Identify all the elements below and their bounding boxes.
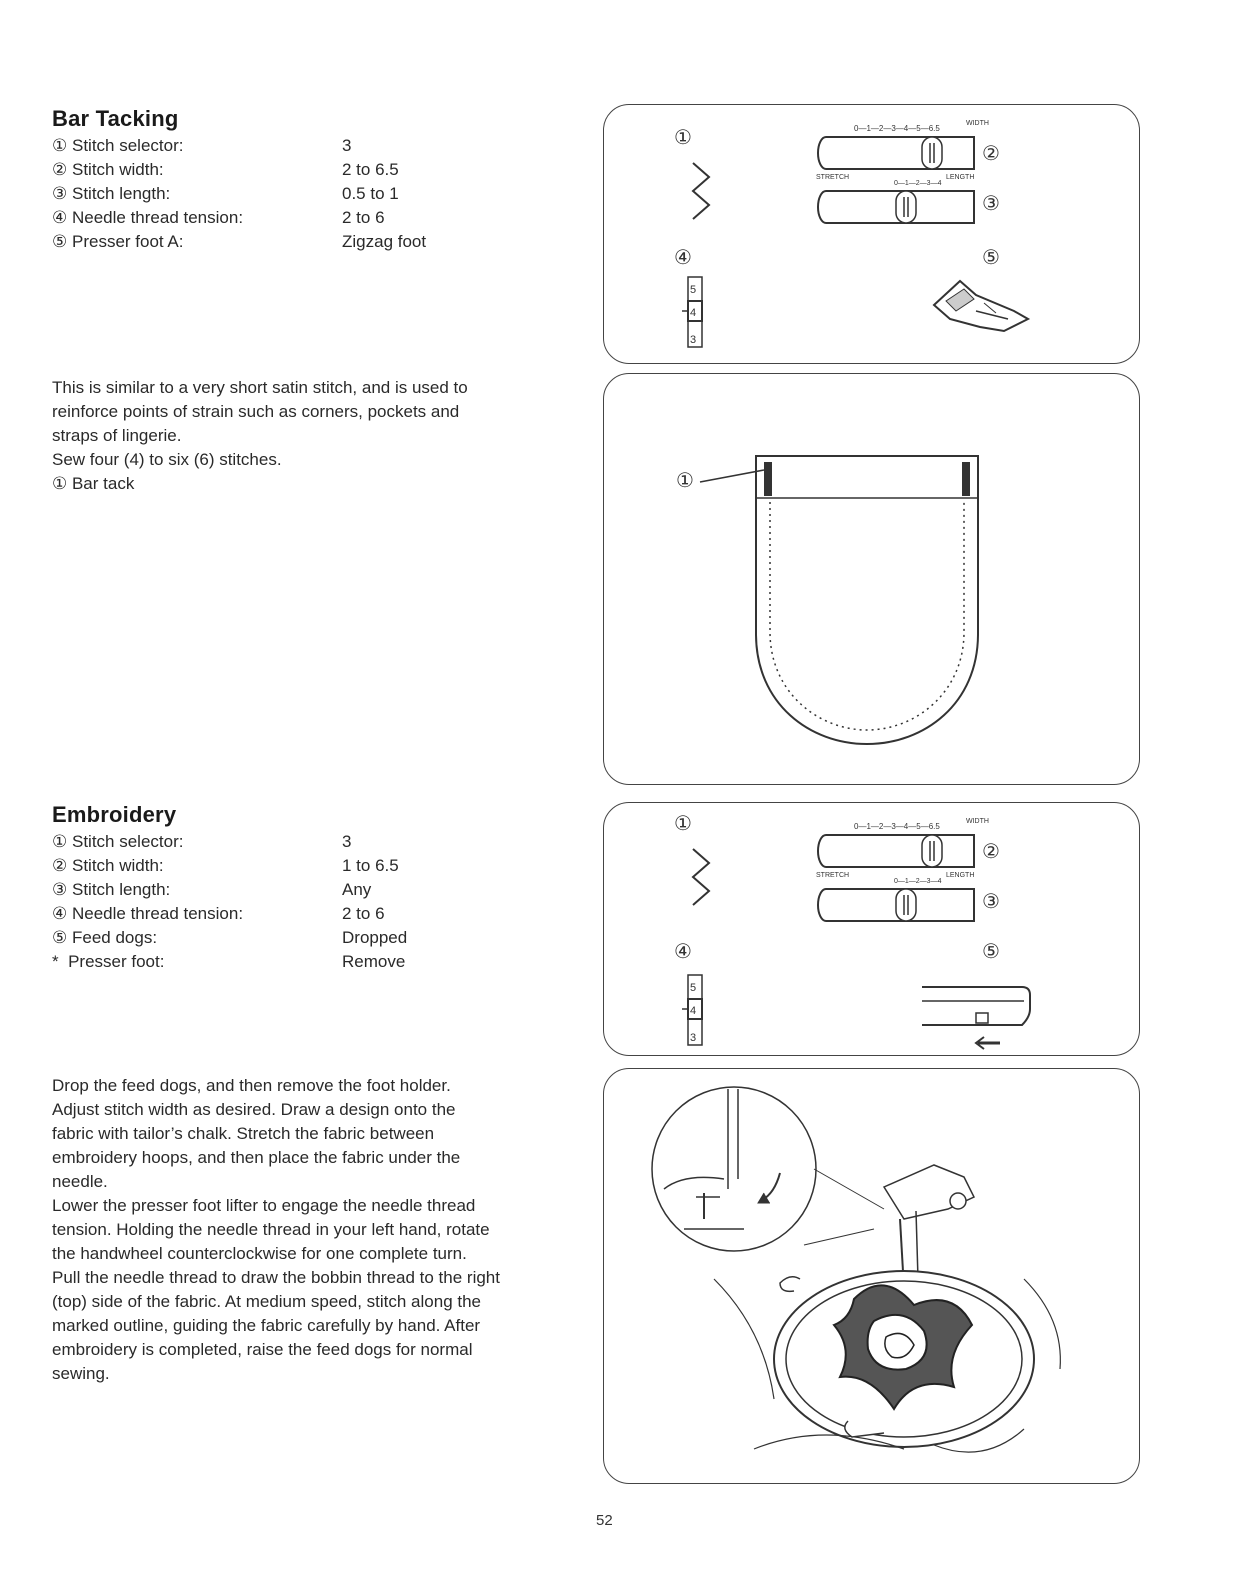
tension-number: 3 (690, 334, 697, 346)
setting-row: ③ Stitch length: Any (52, 880, 372, 899)
bar-tack-right (962, 462, 970, 496)
setting-row: ② Stitch width: 2 to 6.5 (52, 160, 399, 179)
callout-4: ④ (674, 245, 692, 269)
setting-row: ② Stitch width: 1 to 6.5 (52, 856, 399, 875)
callout-5: ⑤ (982, 939, 1000, 963)
embroidery-settings-diagram (603, 802, 1140, 1056)
left-hand-thumb (780, 1277, 800, 1292)
pocket-drawing (604, 374, 1141, 786)
bar-tacking-title: Bar Tacking (52, 106, 179, 131)
width-scale: 0—1—2—3—4—5—6.5 (854, 822, 940, 831)
callout-3: ③ (982, 889, 1000, 913)
length-label: LENGTH (946, 872, 975, 879)
bar-tack-leader-line (700, 470, 764, 482)
setting-row: ③ Stitch length: 0.5 to 1 (52, 184, 399, 203)
tension-number: 3 (690, 1032, 697, 1044)
callout-4: ④ (674, 939, 692, 963)
callout-2: ② (982, 839, 1000, 863)
length-label: LENGTH (946, 174, 975, 181)
embroidery-title: Embroidery (52, 802, 177, 827)
callout-1: ① (674, 125, 692, 149)
zigzag-foot-icon (934, 281, 1028, 331)
setting-row: * Presser foot: Remove (52, 952, 406, 971)
width-label: WIDTH (966, 120, 989, 127)
setting-row: ① Stitch selector: 3 (52, 832, 352, 851)
bar-tacking-settings (52, 134, 426, 254)
length-scale: 0—1—2—3—4 (894, 180, 942, 187)
width-dial-knob (922, 137, 942, 169)
setting-row: ⑤ Presser foot A: Zigzag foot (52, 232, 427, 251)
callout-1: ① (674, 811, 692, 835)
embroidery-description: Drop the feed dogs, and then remove the foot holder. Adjust stitch width as desired. Draw a design onto the fabric with tailor’s chalk. Stretch the fabric between embroidery hoops, and then place the fabric under the needle. Lower the presser foot lifter to engage the needle thread tension. Holding the needle thread in your left hand, rotate the handwheel counterclockwise for one complete turn. Pull the needle thread to draw the bobbin thread to the right (top) side of the fabric. At medium speed, stitch along the marked outline, guiding the fabric carefully by hand. After embroidery is completed, raise the feed dogs for normal sewing. (52, 1076, 500, 1383)
width-dial-knob (922, 835, 942, 867)
embroidery-settings (52, 830, 407, 974)
length-scale: 0—1—2—3—4 (894, 878, 942, 885)
pocket-outline (756, 456, 978, 744)
machine-head (884, 1165, 974, 1219)
bar-tack-left (764, 462, 772, 496)
length-dial-knob (896, 889, 916, 921)
width-dial (818, 137, 974, 169)
tension-number: 5 (690, 284, 697, 296)
zigzag-stitch-icon (693, 163, 709, 219)
embroidery-hoop-illustration (603, 1068, 1140, 1484)
stretch-label: STRETCH (816, 872, 850, 879)
bar-tack-pocket-illustration (603, 373, 1140, 785)
callout-2: ② (982, 141, 1000, 165)
length-dial-knob (896, 191, 916, 223)
callout-3: ③ (982, 191, 1000, 215)
setting-row: ④ Needle thread tension: 2 to 6 (52, 208, 385, 227)
callout-bar-tack: ① (676, 468, 694, 492)
width-dial (818, 835, 974, 867)
needle-detail-inset (652, 1087, 816, 1251)
tension-number: 4 (690, 1005, 697, 1017)
width-label: WIDTH (966, 818, 989, 825)
callout-5: ⑤ (982, 245, 1000, 269)
stretch-label: STRETCH (816, 174, 850, 181)
zigzag-stitch-icon (693, 849, 709, 905)
bar-tacking-settings-diagram (603, 104, 1140, 364)
width-scale: 0—1—2—3—4—5—6.5 (854, 124, 940, 133)
setting-row: ⑤ Feed dogs: Dropped (52, 928, 408, 947)
page-number: 52 (596, 1512, 613, 1529)
setting-row: ④ Needle thread tension: 2 to 6 (52, 904, 385, 923)
hoop-drawing (604, 1069, 1141, 1485)
bar-tacking-description: This is similar to a very short satin stitch, and is used to reinforce points of strain such as corners, pockets and straps of lingerie. Sew four (4) to six (6) stitches. ① Bar tack (52, 378, 468, 493)
feed-dog-lever-icon (922, 987, 1030, 1049)
tension-number: 5 (690, 982, 697, 994)
setting-row: ① Stitch selector: 3 (52, 136, 352, 155)
settings-diagram-drawing (604, 803, 1141, 1057)
tension-number: 4 (690, 307, 697, 319)
